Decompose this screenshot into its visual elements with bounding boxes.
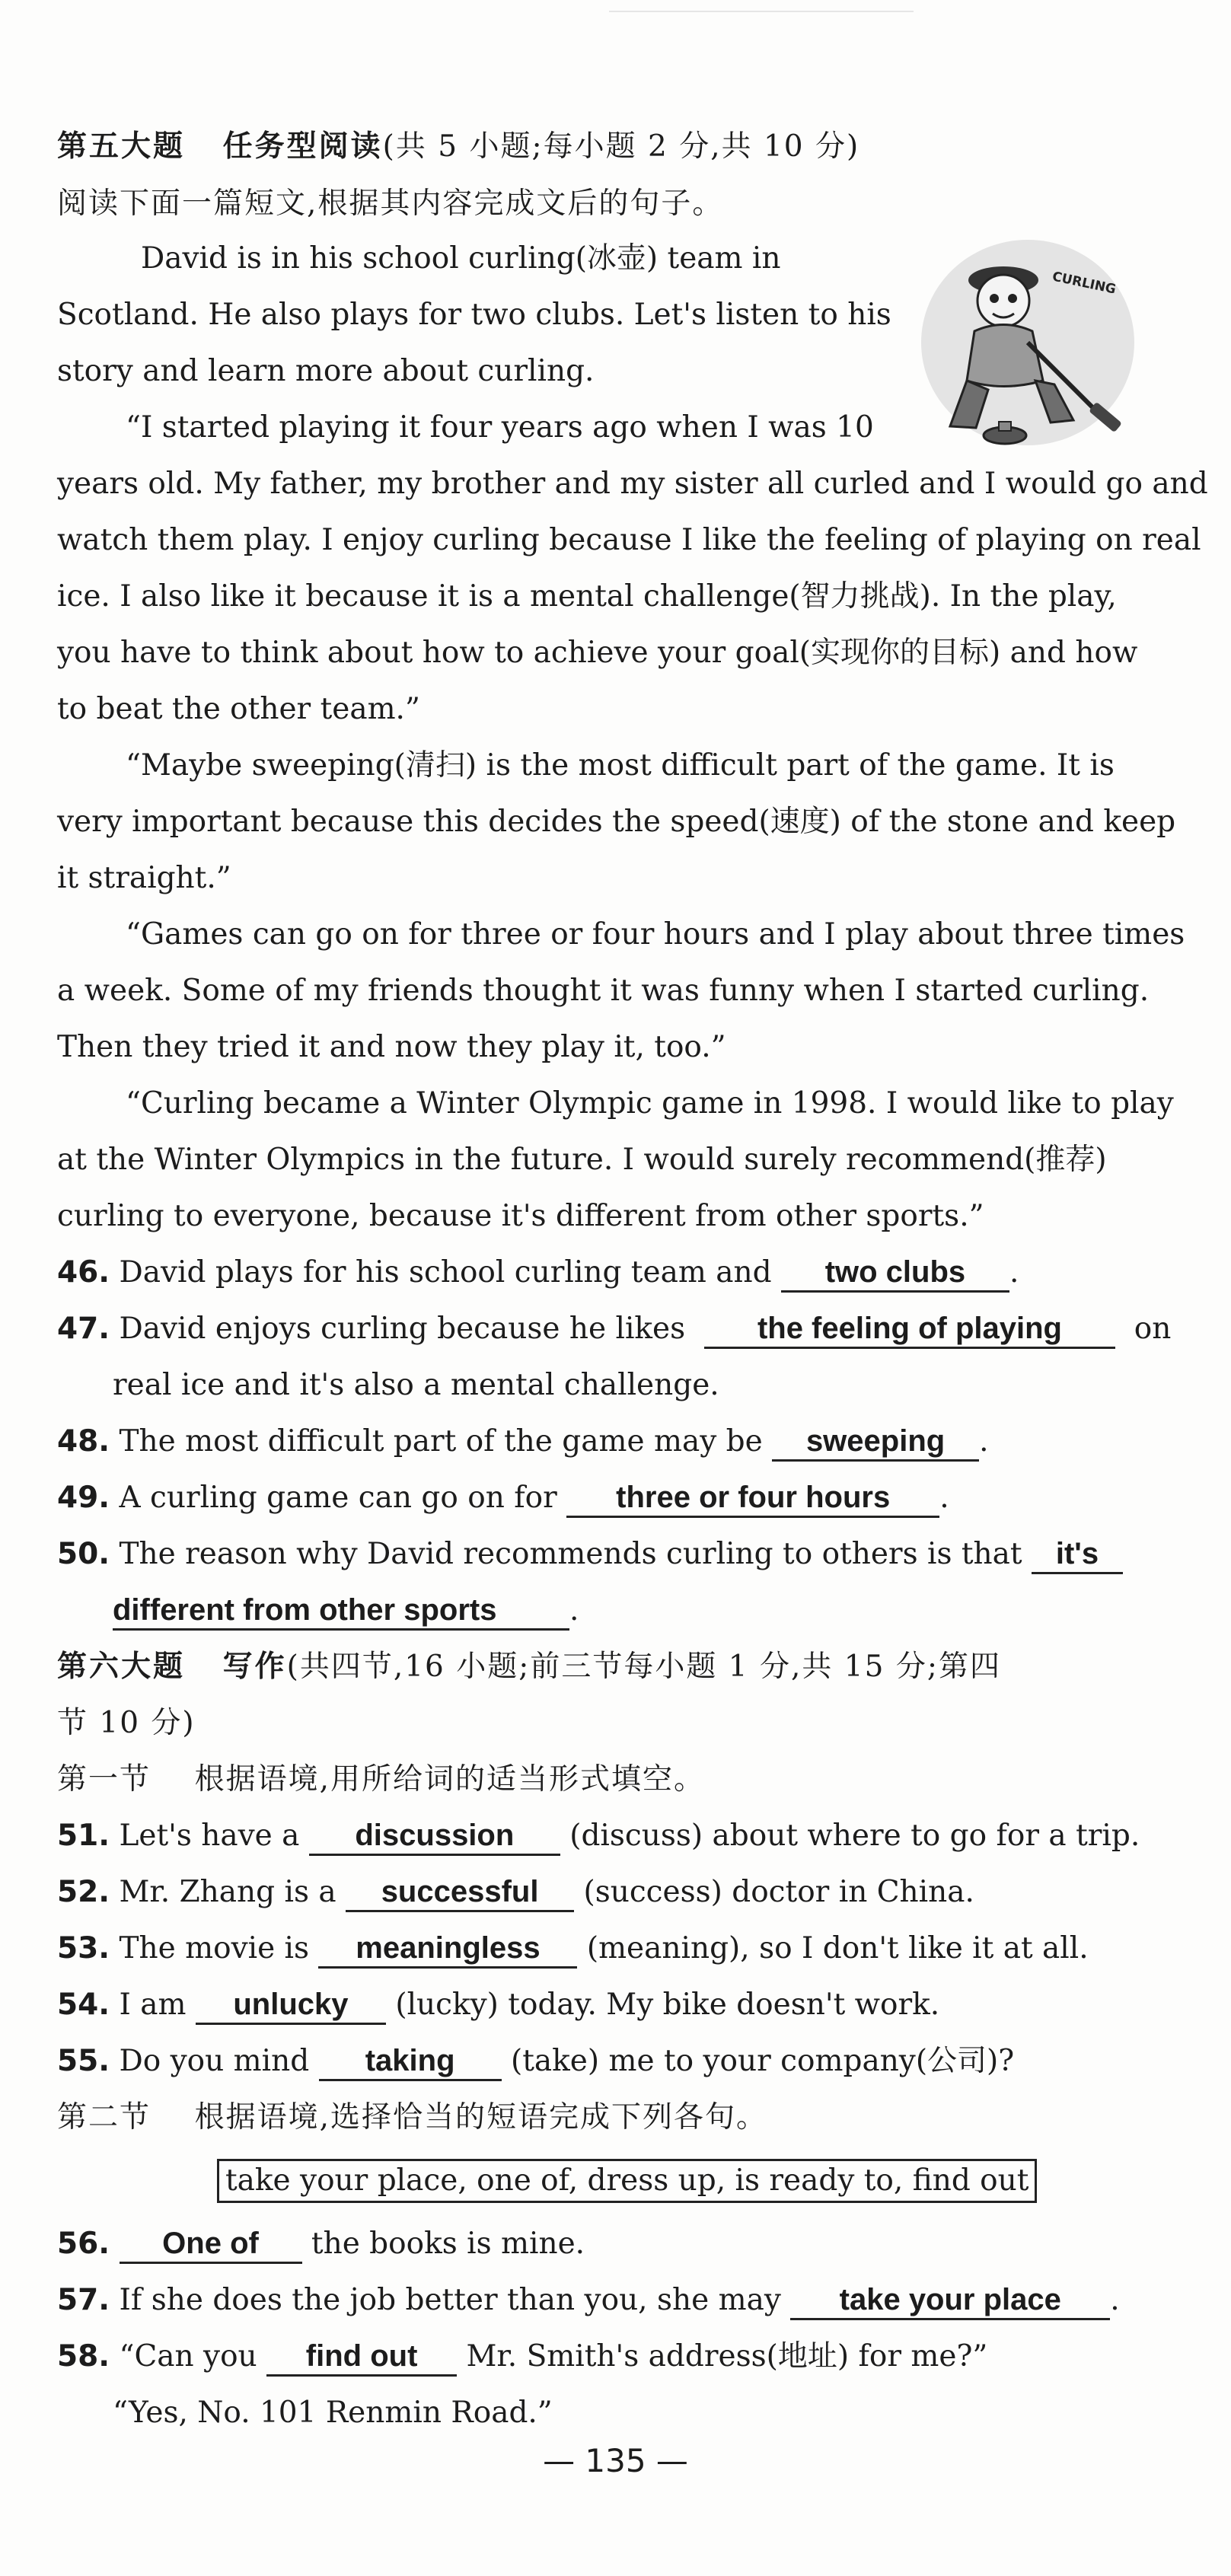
- passage-line: at the Winter Olympics in the future. I would surely recommend(推荐): [57, 1143, 1107, 1177]
- answer-blank[interactable]: different from other sports: [113, 1592, 569, 1631]
- question-52: 52. Mr. Zhang is a successful (success) doctor in China.: [57, 1871, 974, 1914]
- phrase-box-line: [217, 2159, 1037, 2203]
- passage-line: very important because this decides the speed(速度) of the stone and keep: [57, 805, 1176, 839]
- answer-blank[interactable]: the feeling of playing: [704, 1311, 1115, 1349]
- question-58-reply: “Yes, No. 101 Renmin Road.”: [113, 2396, 553, 2430]
- question-49: 49. A curling game can go on for three or four hours .: [57, 1477, 949, 1519]
- question-51: 51. Let's have a discussion (discuss) about where to go for a trip.: [57, 1815, 1140, 1857]
- passage-line: watch them play. I enjoy curling because I like the feeling of playing on real: [57, 523, 1201, 557]
- question-48: 48. The most difficult part of the game may be sweeping .: [57, 1420, 988, 1463]
- part2-instruction: 根据语境,选择恰当的短语完成下列各句。: [194, 2100, 768, 2134]
- part1-instruction: 根据语境,用所给词的适当形式填空。: [194, 1762, 706, 1797]
- curling-label: CURLING: [1051, 269, 1118, 298]
- passage-line: years old. My father, my brother and my sister all curled and I would go and: [57, 467, 1208, 501]
- question-57: 57. If she does the job better than you, she may take your place .: [57, 2279, 1120, 2322]
- passage-line: curling to everyone, because it's different from other sports.”: [57, 1199, 984, 1233]
- passage-line: it straight.”: [57, 861, 231, 895]
- question-53: 53. The movie is meaningless (meaning), so I don't like it at all.: [57, 1927, 1089, 1970]
- section6-subtitle: 写作: [222, 1650, 287, 1684]
- passage-line: to beat the other team.”: [57, 692, 420, 726]
- question-47-continued: real ice and it's also a mental challenge.: [113, 1368, 719, 1402]
- answer-blank[interactable]: it's: [1032, 1536, 1123, 1574]
- section6-score: (共四节,16 小题;前三节每小题 1 分,共 15 分;第四: [286, 1650, 1001, 1684]
- passage-line: David is in his school curling(冰壶) team in: [141, 241, 781, 276]
- answer-blank[interactable]: find out: [266, 2338, 457, 2377]
- passage-line: ice. I also like it because it is a mental challenge(智力挑战). In the play,: [57, 579, 1117, 614]
- section5-header: [57, 126, 859, 168]
- question-56: 56. One of the books is mine.: [57, 2223, 585, 2265]
- passage-line: Scotland. He also plays for two clubs. Let's listen to his: [57, 298, 891, 332]
- passage-line: a week. Some of my friends thought it was funny when I started curling.: [57, 974, 1150, 1008]
- top-scan-line: [609, 11, 914, 12]
- answer-blank[interactable]: taking: [319, 2043, 502, 2081]
- answer-blank[interactable]: unlucky: [196, 1987, 386, 2025]
- passage-line: you have to think about how to achieve your goal(实现你的目标) and how: [57, 636, 1138, 670]
- passage-line: “I started playing it four years ago when I was 10: [126, 410, 874, 445]
- section6-title: 第六大题: [57, 1650, 186, 1684]
- passage-line: “Curling became a Winter Olympic game in 1998. I would like to play: [126, 1086, 1174, 1121]
- passage-line: story and learn more about curling.: [57, 354, 595, 388]
- passage-line: “Maybe sweeping(清扫) is the most difficult part of the game. It is: [126, 748, 1115, 783]
- answer-blank[interactable]: three or four hours: [566, 1480, 939, 1518]
- answer-blank[interactable]: discussion: [309, 1818, 560, 1856]
- section6-score-continued: 节 10 分): [57, 1706, 196, 1740]
- part1-heading: [57, 1758, 705, 1801]
- question-46: 46. David plays for his school curling team and two clubs .: [57, 1251, 1019, 1294]
- section5-subtitle: 任务型阅读: [222, 129, 383, 164]
- answer-blank[interactable]: two clubs: [781, 1255, 1009, 1293]
- passage-line: “Games can go on for three or four hours and I play about three times: [126, 917, 1185, 952]
- page-number: — 135 —: [543, 2442, 688, 2479]
- question-50: 50. The reason why David recommends curling to others is that it's: [57, 1533, 1123, 1576]
- passage-line: Then they tried it and now they play it, too.”: [57, 1030, 726, 1064]
- curling-player-illustration: [914, 228, 1142, 457]
- answer-blank[interactable]: One of: [120, 2226, 302, 2264]
- question-55: 55. Do you mind taking (take) me to your company(公司)?: [57, 2040, 1014, 2083]
- answer-blank[interactable]: sweeping: [772, 1423, 979, 1462]
- question-47: 47. David enjoys curling because he likes the feeling of playing on: [57, 1308, 1171, 1350]
- answer-blank[interactable]: meaningless: [318, 1930, 577, 1969]
- question-54: 54. I am unlucky (lucky) today. My bike doesn't work.: [57, 1984, 939, 2026]
- question-50-continued: different from other sports .: [113, 1589, 579, 1632]
- question-58: 58. “Can you find out Mr. Smith's address(地址) for me?”: [57, 2335, 987, 2378]
- section5-instruction: 阅读下面一篇短文,根据其内容完成文后的句子。: [57, 187, 724, 221]
- answer-blank[interactable]: successful: [346, 1874, 574, 1912]
- section5-title: 第五大题: [57, 129, 186, 164]
- section5-score: (共 5 小题;每小题 2 分,共 10 分): [382, 129, 860, 164]
- phrase-box: take your place, one of, dress up, is ready to, find out: [217, 2159, 1037, 2203]
- section6-header: [57, 1646, 1001, 1688]
- part2-label: 第二节: [57, 2100, 151, 2134]
- part1-label: 第一节: [57, 1762, 151, 1797]
- part2-heading: [57, 2096, 767, 2139]
- answer-blank[interactable]: take your place: [790, 2282, 1110, 2320]
